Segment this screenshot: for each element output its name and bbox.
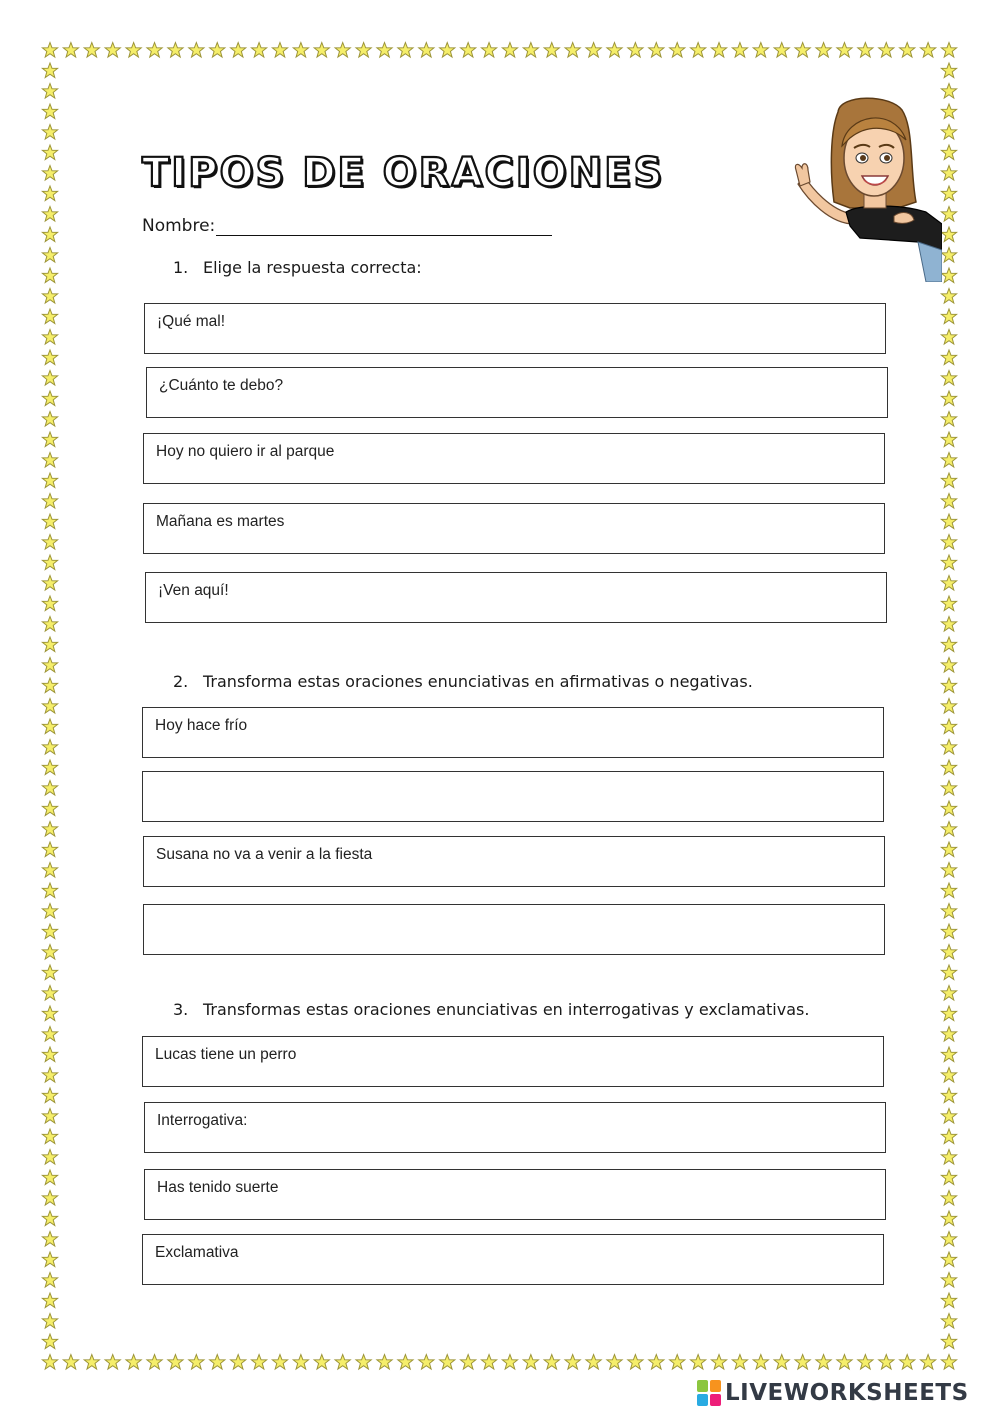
star-icon <box>42 986 57 1001</box>
star-icon <box>941 1006 956 1021</box>
answer-box[interactable]: ¡Ven aquí! <box>145 572 887 623</box>
star-icon <box>147 43 162 58</box>
star-icon <box>941 473 956 488</box>
star-icon <box>941 842 956 857</box>
star-icon <box>941 289 956 304</box>
star-icon <box>941 945 956 960</box>
star-icon <box>691 43 706 58</box>
star-icon <box>42 1027 57 1042</box>
star-icon <box>941 678 956 693</box>
star-icon <box>293 43 308 58</box>
star-icon <box>356 43 371 58</box>
star-icon <box>879 1355 894 1370</box>
star-icon <box>42 43 57 58</box>
star-icon <box>42 84 57 99</box>
star-icon <box>941 986 956 1001</box>
star-icon <box>900 43 915 58</box>
star-icon <box>42 473 57 488</box>
star-icon <box>272 1355 287 1370</box>
star-icon <box>105 1355 120 1370</box>
star-icon <box>84 1355 99 1370</box>
star-icon <box>440 43 455 58</box>
question-number: 3. <box>173 1000 189 1019</box>
star-icon <box>941 699 956 714</box>
star-icon <box>42 391 57 406</box>
star-icon <box>941 145 956 160</box>
star-icon <box>523 1355 538 1370</box>
star-icon <box>42 658 57 673</box>
star-icon <box>941 1088 956 1103</box>
star-icon <box>42 1252 57 1267</box>
star-icon <box>42 453 57 468</box>
star-icon <box>941 1068 956 1083</box>
star-icon <box>42 1129 57 1144</box>
star-icon <box>377 1355 392 1370</box>
star-icon <box>586 1355 601 1370</box>
star-icon <box>42 166 57 181</box>
star-icon <box>42 412 57 427</box>
star-icon <box>941 186 956 201</box>
star-icon <box>941 740 956 755</box>
star-icon <box>670 1355 685 1370</box>
star-icon <box>189 43 204 58</box>
star-icon <box>941 596 956 611</box>
star-icon <box>858 1355 873 1370</box>
star-icon <box>481 43 496 58</box>
star-icon <box>941 371 956 386</box>
star-icon <box>941 125 956 140</box>
star-icon <box>941 453 956 468</box>
star-icon <box>42 1150 57 1165</box>
star-icon <box>523 43 538 58</box>
star-icon <box>42 1088 57 1103</box>
star-icon <box>649 1355 664 1370</box>
star-icon <box>941 432 956 447</box>
star-icon <box>42 637 57 652</box>
star-icon <box>628 1355 643 1370</box>
star-icon <box>565 1355 580 1370</box>
star-icon <box>941 227 956 242</box>
avatar-girl-waving-icon <box>790 92 942 282</box>
star-icon <box>941 1293 956 1308</box>
star-icon <box>42 699 57 714</box>
answer-box[interactable]: Mañana es martes <box>143 503 885 554</box>
star-icon <box>941 965 956 980</box>
star-icon <box>42 1314 57 1329</box>
star-icon <box>42 227 57 242</box>
star-icon <box>649 43 664 58</box>
star-icon <box>544 43 559 58</box>
star-icon <box>544 1355 559 1370</box>
answer-box[interactable] <box>142 771 884 822</box>
star-icon <box>42 760 57 775</box>
star-icon <box>941 1273 956 1288</box>
star-icon <box>42 576 57 591</box>
star-icon <box>42 1211 57 1226</box>
liveworksheets-logo[interactable] <box>697 1378 969 1408</box>
star-icon <box>753 43 768 58</box>
star-icon <box>147 1355 162 1370</box>
star-icon <box>42 883 57 898</box>
star-icon <box>481 1355 496 1370</box>
star-icon <box>42 801 57 816</box>
star-icon <box>42 1355 57 1370</box>
star-icon <box>231 1355 246 1370</box>
star-icon <box>314 43 329 58</box>
star-icon <box>398 43 413 58</box>
star-icon <box>42 842 57 857</box>
name-line[interactable] <box>216 235 552 236</box>
star-icon <box>732 1355 747 1370</box>
star-icon <box>168 43 183 58</box>
star-icon <box>42 1006 57 1021</box>
star-icon <box>42 289 57 304</box>
star-icon <box>63 1355 78 1370</box>
star-icon <box>941 904 956 919</box>
answer-box[interactable]: Hoy no quiero ir al parque <box>143 433 885 484</box>
star-icon <box>941 268 956 283</box>
star-icon <box>941 924 956 939</box>
star-icon <box>42 535 57 550</box>
star-icon <box>314 1355 329 1370</box>
star-icon <box>42 965 57 980</box>
star-icon <box>941 555 956 570</box>
question-2 <box>173 672 753 691</box>
star-icon <box>42 924 57 939</box>
star-icon <box>941 863 956 878</box>
star-icon <box>941 1314 956 1329</box>
star-icon <box>941 883 956 898</box>
star-icon <box>42 145 57 160</box>
star-icon <box>941 1355 956 1370</box>
star-icon <box>398 1355 413 1370</box>
star-icon <box>941 43 956 58</box>
star-icon <box>42 1273 57 1288</box>
answer-box[interactable]: Lucas tiene un perro <box>142 1036 884 1087</box>
star-icon <box>941 1191 956 1206</box>
star-icon <box>42 863 57 878</box>
star-icon <box>251 1355 266 1370</box>
star-icon <box>941 166 956 181</box>
star-icon <box>941 1129 956 1144</box>
star-icon <box>42 371 57 386</box>
star-icon <box>941 104 956 119</box>
star-icon <box>941 576 956 591</box>
star-icon <box>42 104 57 119</box>
star-icon <box>356 1355 371 1370</box>
answer-box[interactable]: Hoy hace frío <box>142 707 884 758</box>
star-icon <box>941 1252 956 1267</box>
star-icon <box>42 617 57 632</box>
star-icon <box>816 43 831 58</box>
star-icon <box>941 822 956 837</box>
star-icon <box>941 781 956 796</box>
star-icon <box>42 248 57 263</box>
star-icon <box>941 494 956 509</box>
star-icon <box>941 1211 956 1226</box>
star-icon <box>941 412 956 427</box>
star-icon <box>941 1170 956 1185</box>
star-icon <box>42 432 57 447</box>
star-icon <box>251 43 266 58</box>
star-icon <box>691 1355 706 1370</box>
star-icon <box>210 43 225 58</box>
worksheet-title: TIPOS DE ORACIONES <box>142 150 665 196</box>
star-icon <box>42 268 57 283</box>
star-icon <box>565 43 580 58</box>
star-icon <box>502 43 517 58</box>
star-icon <box>335 1355 350 1370</box>
star-icon <box>858 43 873 58</box>
name-label: Nombre: <box>142 216 216 236</box>
star-icon <box>941 719 956 734</box>
star-icon <box>670 43 685 58</box>
star-icon <box>941 84 956 99</box>
star-icon <box>941 1027 956 1042</box>
star-icon <box>42 514 57 529</box>
star-icon <box>941 248 956 263</box>
star-icon <box>42 1191 57 1206</box>
star-icon <box>941 760 956 775</box>
star-icon <box>42 678 57 693</box>
star-icon <box>84 43 99 58</box>
star-icon <box>607 1355 622 1370</box>
star-icon <box>941 63 956 78</box>
star-icon <box>272 43 287 58</box>
star-icon <box>42 125 57 140</box>
star-icon <box>732 43 747 58</box>
star-icon <box>941 637 956 652</box>
star-icon <box>837 43 852 58</box>
star-icon <box>753 1355 768 1370</box>
brand-name: LIVEWORKSHEETS <box>725 1380 969 1406</box>
answer-box[interactable] <box>143 904 885 955</box>
star-icon <box>189 1355 204 1370</box>
star-icon <box>419 1355 434 1370</box>
star-icon <box>941 535 956 550</box>
star-icon <box>42 186 57 201</box>
star-icon <box>42 63 57 78</box>
star-icon <box>941 1109 956 1124</box>
star-icon <box>42 309 57 324</box>
star-icon <box>941 1047 956 1062</box>
star-icon <box>42 1170 57 1185</box>
star-icon <box>210 1355 225 1370</box>
star-icon <box>42 1334 57 1349</box>
star-icon <box>461 1355 476 1370</box>
star-icon <box>42 1109 57 1124</box>
star-icon <box>941 514 956 529</box>
star-icon <box>42 555 57 570</box>
star-icon <box>941 1150 956 1165</box>
star-icon <box>335 43 350 58</box>
star-icon <box>941 658 956 673</box>
star-icon <box>42 596 57 611</box>
star-icon <box>42 822 57 837</box>
star-icon <box>774 43 789 58</box>
star-icon <box>941 350 956 365</box>
star-icon <box>941 617 956 632</box>
star-icon <box>231 43 246 58</box>
star-icon <box>42 1068 57 1083</box>
answer-box[interactable]: Exclamativa <box>142 1234 884 1285</box>
answer-box[interactable]: Susana no va a venir a la fiesta <box>143 836 885 887</box>
star-icon <box>879 43 894 58</box>
star-icon <box>795 43 810 58</box>
star-icon <box>42 1293 57 1308</box>
question-text: Transforma estas oraciones enunciativas en afirmativas o negativas. <box>203 672 753 691</box>
star-icon <box>941 1232 956 1247</box>
star-icon <box>941 1334 956 1349</box>
star-icon <box>42 781 57 796</box>
star-icon <box>42 945 57 960</box>
star-icon <box>440 1355 455 1370</box>
star-icon <box>920 43 935 58</box>
star-icon <box>42 330 57 345</box>
star-icon <box>774 1355 789 1370</box>
star-icon <box>105 43 120 58</box>
liveworksheets-logo-icon <box>697 1380 721 1406</box>
star-icon <box>816 1355 831 1370</box>
star-icon <box>126 43 141 58</box>
star-icon <box>42 350 57 365</box>
star-icon <box>42 1232 57 1247</box>
star-icon <box>586 43 601 58</box>
star-icon <box>941 801 956 816</box>
question-text: Elige la respuesta correcta: <box>203 258 422 277</box>
star-icon <box>711 43 726 58</box>
star-icon <box>920 1355 935 1370</box>
star-icon <box>42 1047 57 1062</box>
star-icon <box>607 43 622 58</box>
question-text: Transformas estas oraciones enunciativas en interrogativas y exclamativas. <box>203 1000 810 1019</box>
answer-box[interactable]: Has tenido suerte <box>144 1169 886 1220</box>
star-icon <box>42 207 57 222</box>
star-icon <box>941 330 956 345</box>
question-1 <box>173 258 422 277</box>
star-icon <box>711 1355 726 1370</box>
answer-box[interactable]: ¡Qué mal! <box>144 303 886 354</box>
star-icon <box>42 719 57 734</box>
star-icon <box>63 43 78 58</box>
star-icon <box>502 1355 517 1370</box>
star-icon <box>293 1355 308 1370</box>
star-icon <box>941 309 956 324</box>
star-icon <box>168 1355 183 1370</box>
star-icon <box>419 43 434 58</box>
question-number: 1. <box>173 258 189 277</box>
star-icon <box>377 43 392 58</box>
answer-box[interactable]: ¿Cuánto te debo? <box>146 367 888 418</box>
star-icon <box>837 1355 852 1370</box>
star-icon <box>42 904 57 919</box>
star-icon <box>900 1355 915 1370</box>
star-icon <box>941 391 956 406</box>
star-icon <box>941 207 956 222</box>
star-icon <box>42 494 57 509</box>
star-icon <box>628 43 643 58</box>
star-icon <box>42 740 57 755</box>
answer-box[interactable]: Interrogativa: <box>144 1102 886 1153</box>
star-icon <box>795 1355 810 1370</box>
question-number: 2. <box>173 672 189 691</box>
star-icon <box>461 43 476 58</box>
question-3 <box>173 1000 809 1019</box>
star-icon <box>126 1355 141 1370</box>
